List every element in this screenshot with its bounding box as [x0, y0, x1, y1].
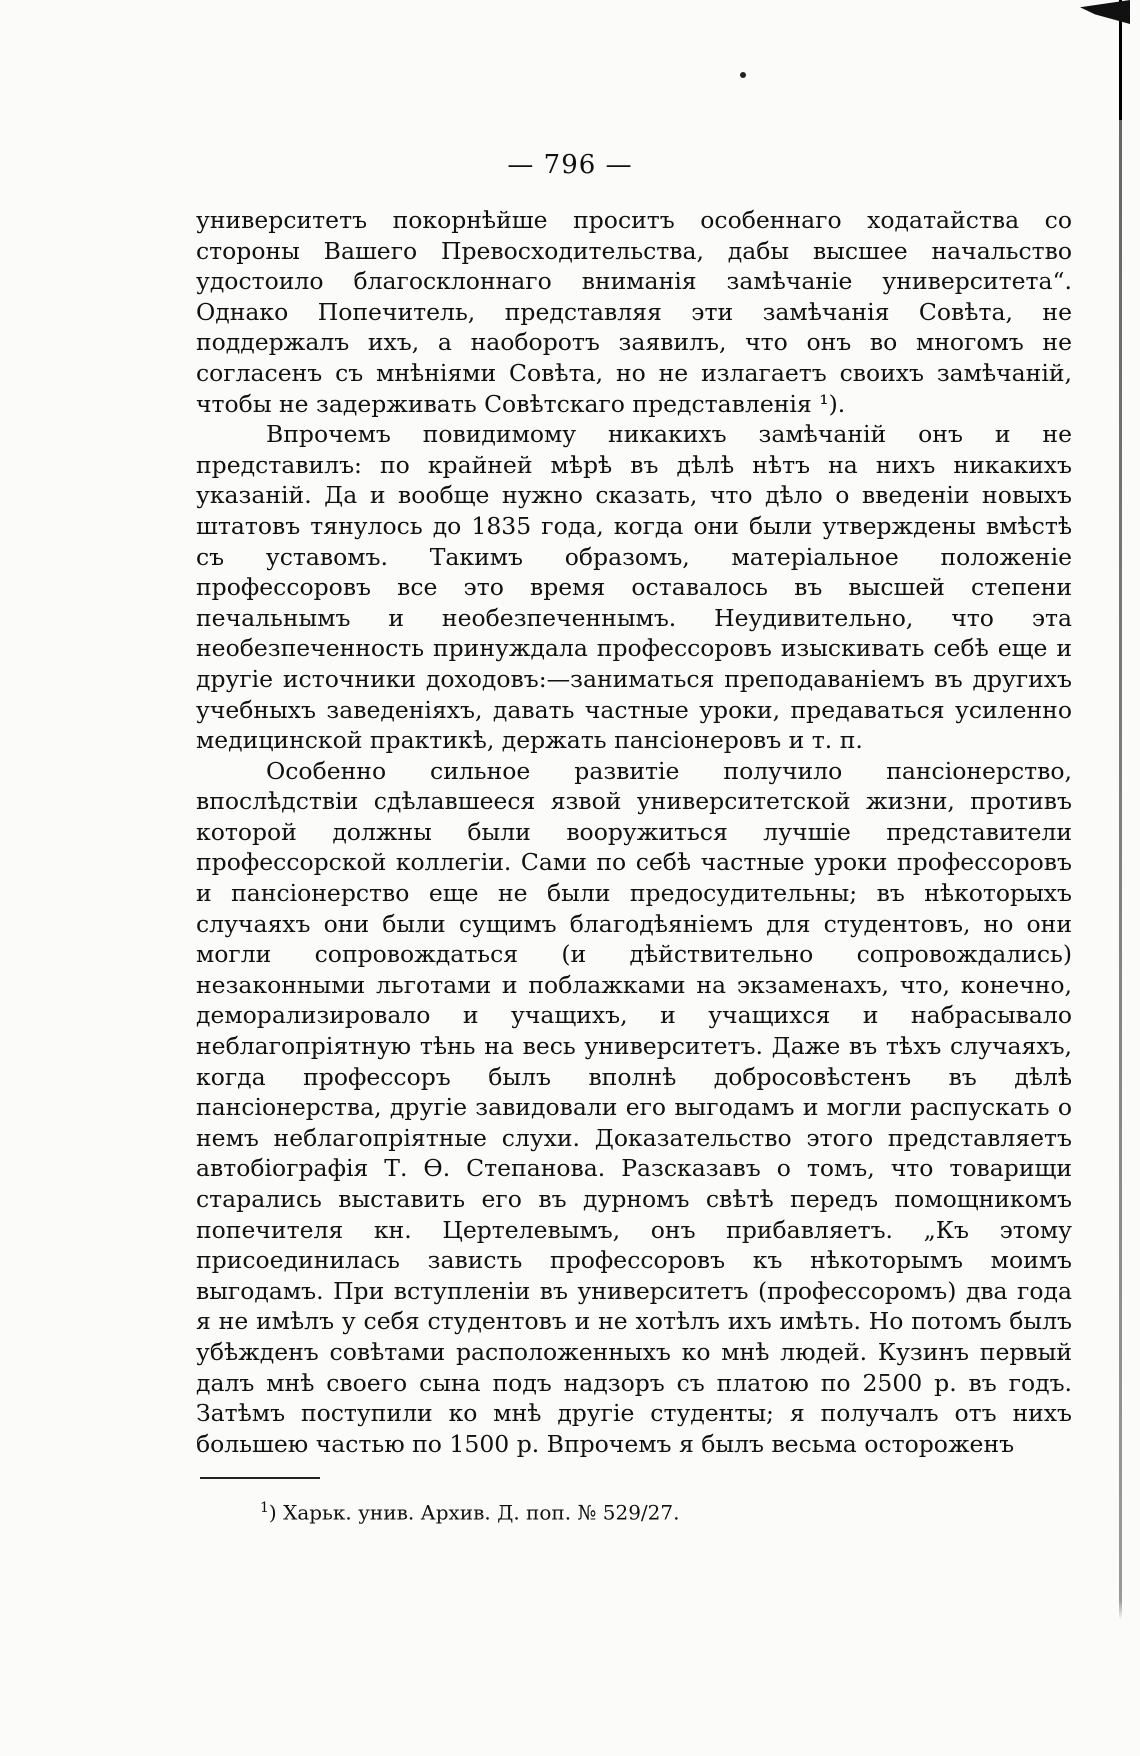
- footnote: [260, 1500, 679, 1525]
- scan-corner-mark: [1080, 0, 1130, 24]
- footnote-rule: [200, 1477, 320, 1479]
- page-number: — 796 —: [507, 150, 633, 180]
- paragraph-3: Особенно сильное развитіе получило пансіонерство, впослѣдствіи сдѣлавшееся язвой университетской жизни, противъ которой должны были вооружиться лучшіе представители профессорской коллегіи. Сами по себѣ частные уроки профессоровъ и пансіонерство еще не были предосудительны; въ нѣкоторыхъ случаяхъ они были сущимъ благодѣяніемъ для студентовъ, но они могли сопровождаться (и дѣйствительно сопровождались) незаконными льготами и поблажками на экзаменахъ, что, конечно, деморализировало и учащихъ, и учащихся и набрасывало неблагопріятную тѣнь на весь университетъ. Даже въ тѣхъ случаяхъ, когда профессоръ былъ вполнѣ добросовѣстенъ въ дѣлѣ пансіонерства, другіе завидовали его выгодамъ и могли распускать о немъ неблагопріятные слухи. Доказательство этого представляетъ автобіографія Т. Ѳ. Степанова. Разсказавъ о томъ, что товарищи старались выставить его въ дурномъ свѣтѣ передъ помощникомъ попечителя кн. Цертелевымъ, онъ прибавляетъ. „Къ этому присоединилась зависть профессоровъ къ нѣкоторымъ моимъ выгодамъ. При вступленіи въ университетъ (профессоромъ) два года я не имѣлъ у себя студентовъ и не хотѣлъ ихъ имѣть. Но потомъ былъ убѣжденъ совѣтами расположенныхъ ко мнѣ людей. Кузинъ первый далъ мнѣ своего сына подъ надзоръ съ платою по 2500 р. въ годъ. Затѣмъ поступили ко мнѣ другіе студенты; я получалъ отъ нихъ большею частью по 1500 р. Впрочемъ я былъ весьма остороженъ: [196, 756, 1072, 1458]
- footnote-text: ) Харьк. унив. Архив. Д. поп. № 529/27.: [268, 1500, 680, 1525]
- body-text: [196, 205, 1072, 1459]
- paragraph-1: университетъ покорнѣйше проситъ особеннаго ходатайства со стороны Вашего Превосходительства, дабы высшее начальство удостоило благосклоннаго вниманія замѣчаніе университета“. Однако Попечитель, представляя эти замѣчанія Совѣта, не поддержалъ ихъ, а наоборотъ заявилъ, что онъ во многомъ не согласенъ съ мнѣніями Совѣта, но не излагаетъ своихъ замѣчаній, чтобы не задерживать Совѣтскаго представленія ¹).: [196, 206, 1072, 418]
- scan-speck: [740, 72, 746, 78]
- paragraph-2: Впрочемъ повидимому никакихъ замѣчаній онъ и не представилъ: по крайней мѣрѣ въ дѣлѣ нѣтъ на нихъ никакихъ указаній. Да и вообще нужно сказать, что дѣло о введеніи новыхъ штатовъ тянулось до 1835 года, когда они были утверждены вмѣстѣ съ уставомъ. Такимъ образомъ, матеріальное положеніе профессоровъ все это время оставалось въ высшей степени печальнымъ и необезпеченнымъ. Неудивительно, что эта необезпеченность принуждала профессоровъ изыскивать себѣ еще и другіе источники доходовъ:—заниматься преподаваніемъ въ другихъ учебныхъ заведеніяхъ, давать частные уроки, предаваться усиленно медицинской практикѣ, держать пансіонеровъ и т. п.: [196, 420, 1072, 755]
- page-edge-shadow: [1119, 0, 1122, 1756]
- footnote-marker: 1: [260, 1500, 269, 1516]
